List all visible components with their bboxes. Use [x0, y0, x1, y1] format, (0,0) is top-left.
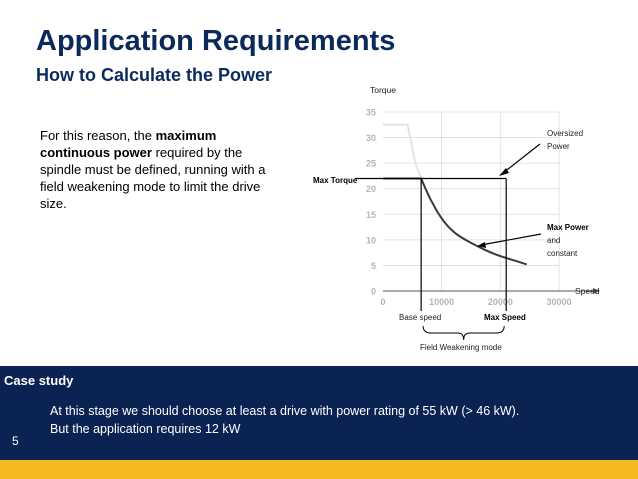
field-weakening-label: Field Weakening mode — [420, 343, 502, 352]
paragraph-text-start: For this reason, the — [40, 128, 156, 143]
y-tick-5: 5 — [370, 260, 376, 271]
x-tick-0: 0 — [380, 297, 386, 307]
base-speed-label: Base speed — [399, 313, 442, 322]
y-axis-label: Torque — [370, 85, 396, 95]
max-torque-label: Max Torque — [313, 176, 358, 185]
footer-accent-stripe — [0, 460, 638, 479]
y-tick-25: 25 — [365, 158, 376, 169]
slide-subtitle: How to Calculate the Power — [36, 65, 273, 85]
x-tick-30000: 30000 — [546, 297, 572, 307]
max-power-label-2: and — [547, 236, 561, 245]
y-tick-20: 20 — [365, 184, 376, 195]
oversized-power-arrow — [503, 144, 540, 173]
y-tick-30: 30 — [365, 133, 376, 144]
max-speed-label: Max Speed — [484, 313, 526, 322]
torque-curve-line — [383, 178, 527, 264]
max-power-label-1: Max Power — [547, 223, 589, 232]
y-tick-35: 35 — [365, 107, 376, 118]
chart-annotations — [313, 85, 600, 352]
y-tick-15: 15 — [365, 209, 376, 220]
field-weakening-brace — [423, 326, 504, 340]
x-tick-10000: 10000 — [429, 297, 455, 307]
paragraph-text-end: required by the spindle must be defined, running with a field weakening mode to limit the drive size. — [40, 145, 266, 211]
chart-grid — [383, 112, 559, 291]
x-axis-label: Speed — [575, 286, 600, 296]
oversized-label-1: Oversized — [547, 129, 584, 138]
y-tick-10: 10 — [365, 235, 376, 246]
case-study-line-1: At this stage we should choose at least a drive with power rating of 55 kW (> 46 kW). — [50, 404, 520, 418]
case-study-heading: Case study — [4, 373, 74, 388]
paragraph-emphasis: maximum continuous power — [40, 128, 217, 160]
chart-series — [383, 125, 527, 265]
oversized-envelope-line — [383, 125, 421, 179]
page-number: 5 — [12, 434, 19, 448]
max-power-label-3: constant — [547, 249, 578, 258]
y-tick-0: 0 — [370, 286, 376, 297]
case-study-panel — [0, 366, 638, 460]
oversized-label-2: Power — [547, 142, 570, 151]
y-tick-labels — [366, 108, 376, 297]
case-study-line-2: But the application requires 12 kW — [50, 422, 241, 436]
slide-title: Application Requirements — [36, 25, 396, 57]
x-tick-20000: 20000 — [487, 297, 513, 307]
x-tick-labels — [380, 297, 571, 307]
